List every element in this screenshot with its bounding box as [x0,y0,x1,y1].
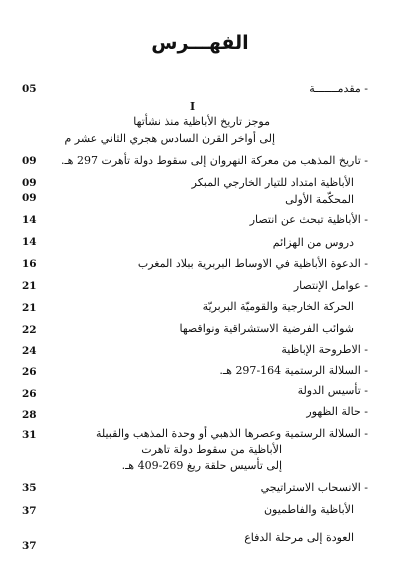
page-number: 21 [22,280,37,292]
page-number: 14 [22,236,37,248]
page-number: 35 [22,482,37,494]
toc-entry: - تأسيس الدولة [297,384,368,397]
page-number: 09 [22,192,37,204]
page-number: 21 [22,302,37,314]
section-heading-line: الأباظية من سقوط دولة تاهرت [141,443,282,456]
toc-entry: - الانسحاب الاستراتيجي [260,481,368,494]
toc-entry: شوائب الفرضية الاستشراقية ونواقصها [179,322,354,335]
toc-entry: - الدعوة الأباظية في الاوساط البربرية ببلاد المغرب [137,257,368,270]
section-marker: I [190,100,196,113]
page-number: 14 [22,214,37,226]
page-number: 09 [22,155,37,167]
toc-entry: - الاطروحة الإباظية [281,343,368,356]
toc-entry: - عوامل الإنتصار [293,279,368,292]
toc-entry: - حالة الظهور [306,405,368,418]
toc-entry: - الأباظية تبحث عن انتصار [249,213,368,226]
toc-entry: - السلالة الرستمية وعصرها الذهبي أو وحدة المذهب والقبيلة [95,427,368,440]
page-number: 26 [22,366,37,378]
toc-entry: - مقدمـــــــة [309,82,368,95]
section-heading-line: إلى تأسيس حلقة ريغ 269-409 هـ. [121,459,282,472]
toc-entry: - السلالة الرستمية 164-297 هـ. [219,364,368,377]
page-number: 26 [22,388,37,400]
page-number: 24 [22,345,37,357]
section-heading-line: إلى أواخر القرن السادس هجري الثاني عشر م [64,132,275,145]
toc-entry: الحركة الخارجية والقوميّة البربريّة [202,300,354,313]
page-number: 22 [22,324,37,336]
page-number: 16 [22,258,37,270]
toc-entry: الأباظية والفاطميون [263,503,354,516]
page-number: 37 [22,505,37,517]
toc-entry: المحكّمة الأولى [285,193,354,206]
page-number: 37 [22,540,37,552]
page-number: 28 [22,409,37,421]
toc-entry: الأباظية امتداد للتيار الخارجي المبكر [191,176,354,189]
page-number: 31 [22,429,37,441]
page-number: 05 [22,83,37,95]
page-number: 09 [22,177,37,189]
section-heading-line: موجز تاريخ الأباظية منذ نشأتها [133,115,270,128]
toc-entry: دروس من الهزائم [272,236,354,249]
toc-entry: العودة إلى مرحلة الدفاع [244,531,354,544]
toc-entry: - تاريخ المذهب من معركة النهروان إلى سقوط دولة تأهرت 297 هـ. [60,154,368,167]
page-title: الفهـــرس [151,32,249,54]
